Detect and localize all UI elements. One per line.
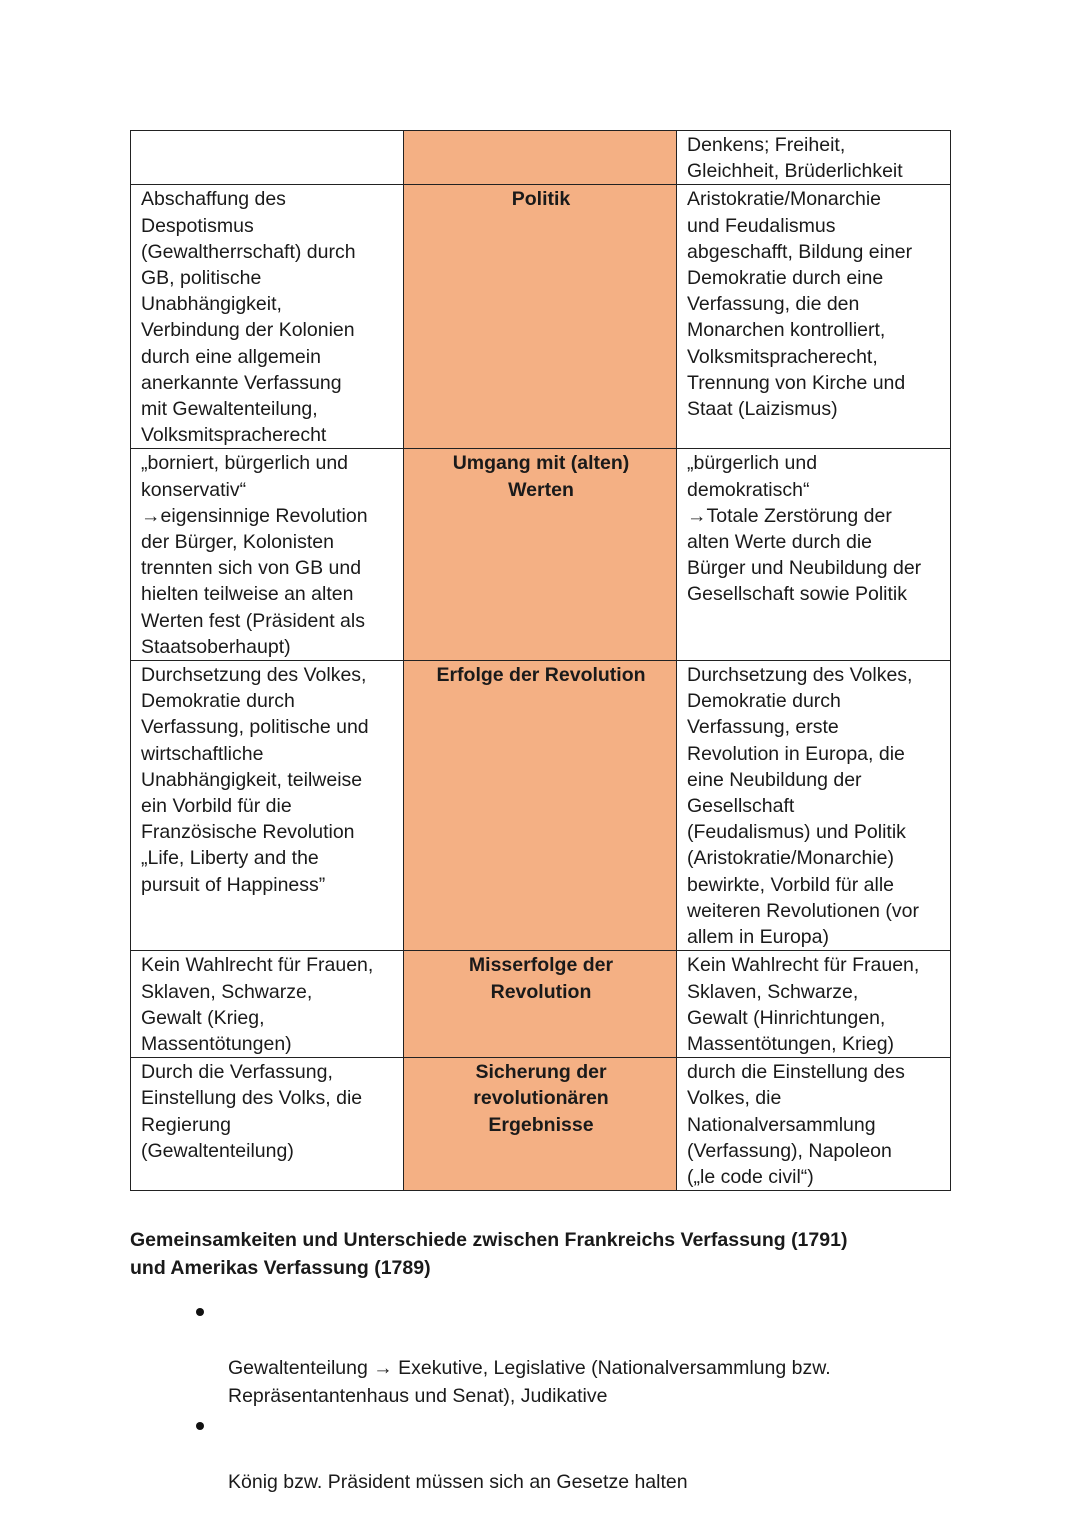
table-row — [131, 131, 951, 185]
cell-category — [404, 131, 677, 185]
list-item-text: König bzw. Präsident müssen sich an Gesetze halten — [228, 1471, 688, 1493]
bullet-list — [130, 1298, 930, 1498]
bullet-icon — [196, 1308, 204, 1316]
cell-america — [131, 131, 404, 185]
cell-france: Denkens; Freiheit, Gleichheit, Brüderlichkeit — [677, 131, 951, 185]
cell-america: Kein Wahlrecht für Frauen, Sklaven, Schwarze, Gewalt (Krieg, Massentötungen) — [131, 951, 404, 1058]
table-row — [131, 185, 951, 449]
cell-category: Erfolge der Revolution — [404, 661, 677, 951]
cell-france: durch die Einstellung des Volkes, die Nationalversammlung (Verfassung), Napoleon („le code civil“) — [677, 1058, 951, 1191]
list-item-text: Gewaltenteilung → Exekutive, Legislative (Nationalversammlung bzw. Repräsentantenhaus und Senat), Judikative — [228, 1357, 831, 1407]
cell-america: Durch die Verfassung, Einstellung des Volks, die Regierung (Gewaltenteilung) — [131, 1058, 404, 1191]
table-row — [131, 951, 951, 1058]
cell-france: „bürgerlich und demokratisch“ →Totale Zerstörung der alten Werte durch die Bürger und Neubildung der Gesellschaft sowie Politik — [677, 449, 951, 661]
bullet-icon — [196, 1422, 204, 1430]
list-item — [130, 1298, 930, 1410]
cell-america: „borniert, bürgerlich und konservativ“ →eigensinnige Revolution der Bürger, Kolonisten trennten sich von GB und hielten teilweise an alten Werten fest (Präsident als Staatsoberhaupt) — [131, 449, 404, 661]
cell-category: Politik — [404, 185, 677, 449]
cell-france: Aristokratie/Monarchie und Feudalismus abgeschafft, Bildung einer Demokratie durch eine Verfassung, die den Monarchen kontrolliert, Volksmitspracherecht, Trennung von Kirche und Staat (Laizismus) — [677, 185, 951, 449]
list-item — [130, 1412, 930, 1496]
cell-category: Sicherung der revolutionären Ergebnisse — [404, 1058, 677, 1191]
table-row — [131, 661, 951, 951]
cell-france: Kein Wahlrecht für Frauen, Sklaven, Schwarze, Gewalt (Hinrichtungen, Massentötungen, Krieg) — [677, 951, 951, 1058]
cell-category: Misserfolge der Revolution — [404, 951, 677, 1058]
table-row — [131, 449, 951, 661]
section-heading: Gemeinsamkeiten und Unterschiede zwischen Frankreichs Verfassung (1791) und Amerikas Verfassung (1789) — [130, 1229, 848, 1279]
table-row — [131, 1058, 951, 1191]
cell-america: Abschaffung des Despotismus (Gewaltherrschaft) durch GB, politische Unabhängigkeit, Verbindung der Kolonien durch eine allgemein anerkannte Verfassung mit Gewaltenteilung, Volksmitspracherecht — [131, 185, 404, 449]
cell-america: Durchsetzung des Volkes, Demokratie durch Verfassung, politische und wirtschaftliche Unabhängigkeit, teilweise ein Vorbild für die Französische Revolution „Life, Liberty and the pursuit of Happiness” — [131, 661, 404, 951]
comparison-table — [130, 130, 951, 1191]
cell-category: Umgang mit (alten) Werten — [404, 449, 677, 661]
cell-france: Durchsetzung des Volkes, Demokratie durch Verfassung, erste Revolution in Europa, die eine Neubildung der Gesellschaft (Feudalismus) und Politik (Aristokratie/Monarchie) bewirkte, Vorbild für alle weiteren Revolutionen (vor allem in Europa) — [677, 661, 951, 951]
